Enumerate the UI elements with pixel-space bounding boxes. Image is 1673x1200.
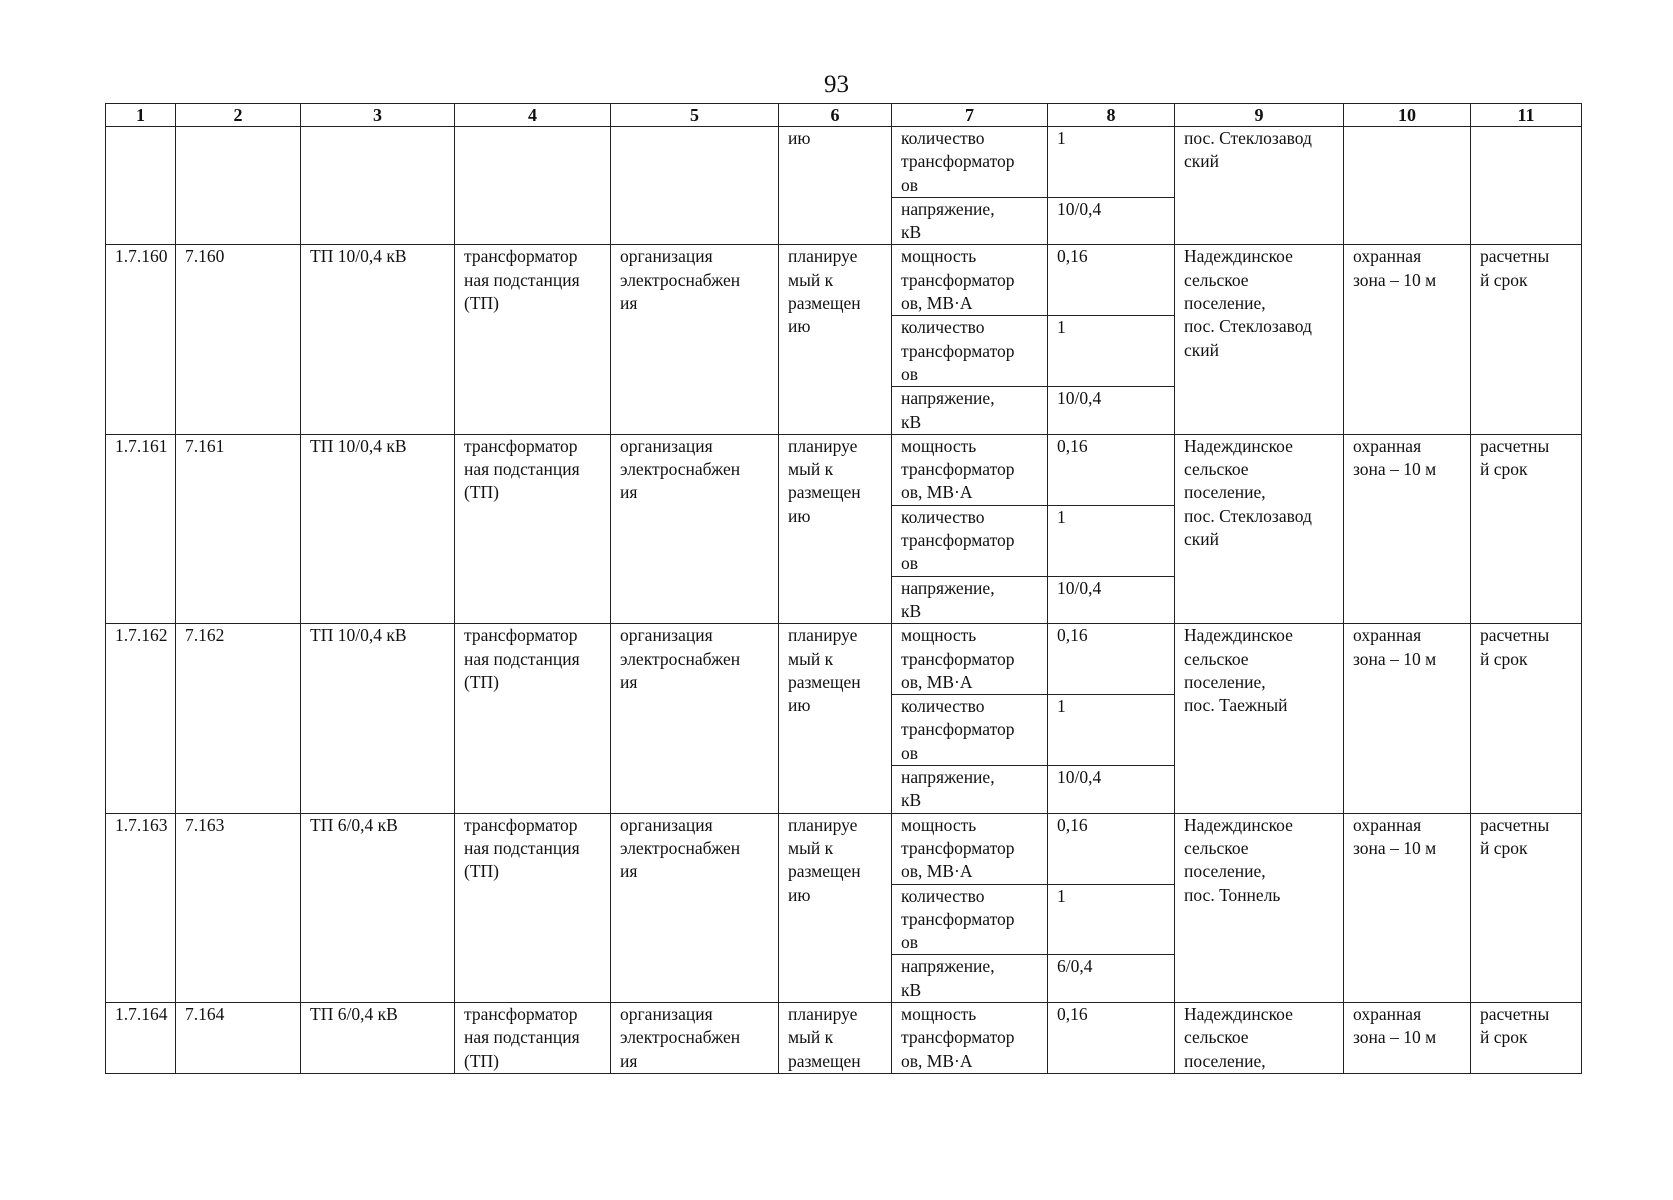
term-cell: расчетны й срок [1471, 434, 1582, 623]
record-number: 1.7.160 [106, 245, 176, 434]
table-row [106, 1002, 1582, 1073]
param-label: количество трансформатор ов [892, 505, 1048, 576]
param-label: мощность трансформатор ов, МВ·А [892, 1002, 1048, 1073]
param-label: мощность трансформатор ов, МВ·А [892, 434, 1048, 505]
page-number: 93 [824, 71, 849, 98]
column-number: 7 [892, 104, 1048, 127]
param-label: напряжение, кВ [892, 197, 1048, 245]
column-number: 8 [1048, 104, 1175, 127]
param-label: мощность трансформатор ов, МВ·А [892, 245, 1048, 316]
column-number: 1 [106, 104, 176, 127]
term-cell: расчетны й срок [1471, 624, 1582, 813]
object-type: трансформатор ная подстанция (ТП) [455, 1002, 611, 1073]
zone-cell: охранная зона – 10 м [1344, 624, 1471, 813]
param-value: 1 [1048, 316, 1175, 387]
object-status: планируе мый к размещен ию [779, 813, 892, 1002]
object-purpose: организация электроснабжен ия [611, 434, 779, 623]
object-purpose: организация электроснабжен ия [611, 624, 779, 813]
object-type: трансформатор ная подстанция (ТП) [455, 624, 611, 813]
object-name: ТП 6/0,4 кВ [301, 1002, 455, 1073]
record-number: 1.7.161 [106, 434, 176, 623]
param-value: 0,16 [1048, 245, 1175, 316]
param-value: 0,16 [1048, 434, 1175, 505]
param-label: мощность трансформатор ов, МВ·А [892, 624, 1048, 695]
empty-cell [455, 127, 611, 245]
empty-cell [1344, 127, 1471, 245]
record-number: 1.7.164 [106, 1002, 176, 1073]
object-name: ТП 6/0,4 кВ [301, 813, 455, 1002]
object-status: планируе мый к размещен ию [779, 624, 892, 813]
param-value: 1 [1048, 695, 1175, 766]
location-cell: Надеждинское сельское поселение, пос. Стеклозавод ский [1175, 434, 1344, 623]
empty-cell [301, 127, 455, 245]
param-value: 10/0,4 [1048, 387, 1175, 435]
table-row [106, 813, 1582, 884]
location-cell: Надеждинское сельское поселение, пос. Стеклозавод ский [1175, 245, 1344, 434]
record-code: 7.160 [176, 245, 301, 434]
object-purpose: организация электроснабжен ия [611, 813, 779, 1002]
empty-cell [1471, 127, 1582, 245]
zone-cell: охранная зона – 10 м [1344, 434, 1471, 623]
param-value: 1 [1048, 884, 1175, 955]
param-label: количество трансформатор ов [892, 695, 1048, 766]
column-number: 3 [301, 104, 455, 127]
object-type: трансформатор ная подстанция (ТП) [455, 245, 611, 434]
param-label: напряжение, кВ [892, 387, 1048, 435]
column-number-row [106, 104, 1582, 127]
object-name: ТП 10/0,4 кВ [301, 624, 455, 813]
object-type: трансформатор ная подстанция (ТП) [455, 434, 611, 623]
term-cell: расчетны й срок [1471, 813, 1582, 1002]
zone-cell: охранная зона – 10 м [1344, 813, 1471, 1002]
empty-cell [106, 127, 176, 245]
column-number: 5 [611, 104, 779, 127]
object-name: ТП 10/0,4 кВ [301, 434, 455, 623]
param-label: количество трансформатор ов [892, 884, 1048, 955]
param-label: напряжение, кВ [892, 766, 1048, 814]
param-label: мощность трансформатор ов, МВ·А [892, 813, 1048, 884]
register-table [105, 103, 1582, 1074]
object-status: планируе мый к размещен ию [779, 245, 892, 434]
term-cell: расчетны й срок [1471, 245, 1582, 434]
column-number: 11 [1471, 104, 1582, 127]
column-number: 10 [1344, 104, 1471, 127]
zone-cell: охранная зона – 10 м [1344, 1002, 1471, 1073]
param-value: 0,16 [1048, 624, 1175, 695]
param-value: 0,16 [1048, 1002, 1175, 1073]
location-cell: пос. Стеклозавод ский [1175, 127, 1344, 245]
table-row [106, 245, 1582, 316]
param-value: 0,16 [1048, 813, 1175, 884]
status-cell: ию [779, 127, 892, 245]
param-label: напряжение, кВ [892, 576, 1048, 624]
zone-cell: охранная зона – 10 м [1344, 245, 1471, 434]
param-label: напряжение, кВ [892, 955, 1048, 1003]
location-cell: Надеждинское сельское поселение, [1175, 1002, 1344, 1073]
record-code: 7.164 [176, 1002, 301, 1073]
column-number: 2 [176, 104, 301, 127]
object-purpose: организация электроснабжен ия [611, 245, 779, 434]
param-value: 6/0,4 [1048, 955, 1175, 1003]
object-status: планируе мый к размещен ию [779, 434, 892, 623]
param-value: 10/0,4 [1048, 576, 1175, 624]
param-value: 10/0,4 [1048, 197, 1175, 245]
column-number: 4 [455, 104, 611, 127]
record-number: 1.7.163 [106, 813, 176, 1002]
record-code: 7.161 [176, 434, 301, 623]
object-status: планируе мый к размещен [779, 1002, 892, 1073]
param-value: 10/0,4 [1048, 766, 1175, 814]
table-row [106, 624, 1582, 695]
location-cell: Надеждинское сельское поселение, пос. Таежный [1175, 624, 1344, 813]
param-value: 1 [1048, 505, 1175, 576]
column-number: 6 [779, 104, 892, 127]
object-type: трансформатор ная подстанция (ТП) [455, 813, 611, 1002]
location-cell: Надеждинское сельское поселение, пос. Тоннель [1175, 813, 1344, 1002]
param-label: количество трансформатор ов [892, 127, 1048, 198]
table-row [106, 434, 1582, 505]
param-value: 1 [1048, 127, 1175, 198]
param-label: количество трансформатор ов [892, 316, 1048, 387]
empty-cell [176, 127, 301, 245]
term-cell: расчетны й срок [1471, 1002, 1582, 1073]
record-code: 7.162 [176, 624, 301, 813]
column-number: 9 [1175, 104, 1344, 127]
object-purpose: организация электроснабжен ия [611, 1002, 779, 1073]
empty-cell [611, 127, 779, 245]
table-row [106, 127, 1582, 198]
record-code: 7.163 [176, 813, 301, 1002]
record-number: 1.7.162 [106, 624, 176, 813]
object-name: ТП 10/0,4 кВ [301, 245, 455, 434]
